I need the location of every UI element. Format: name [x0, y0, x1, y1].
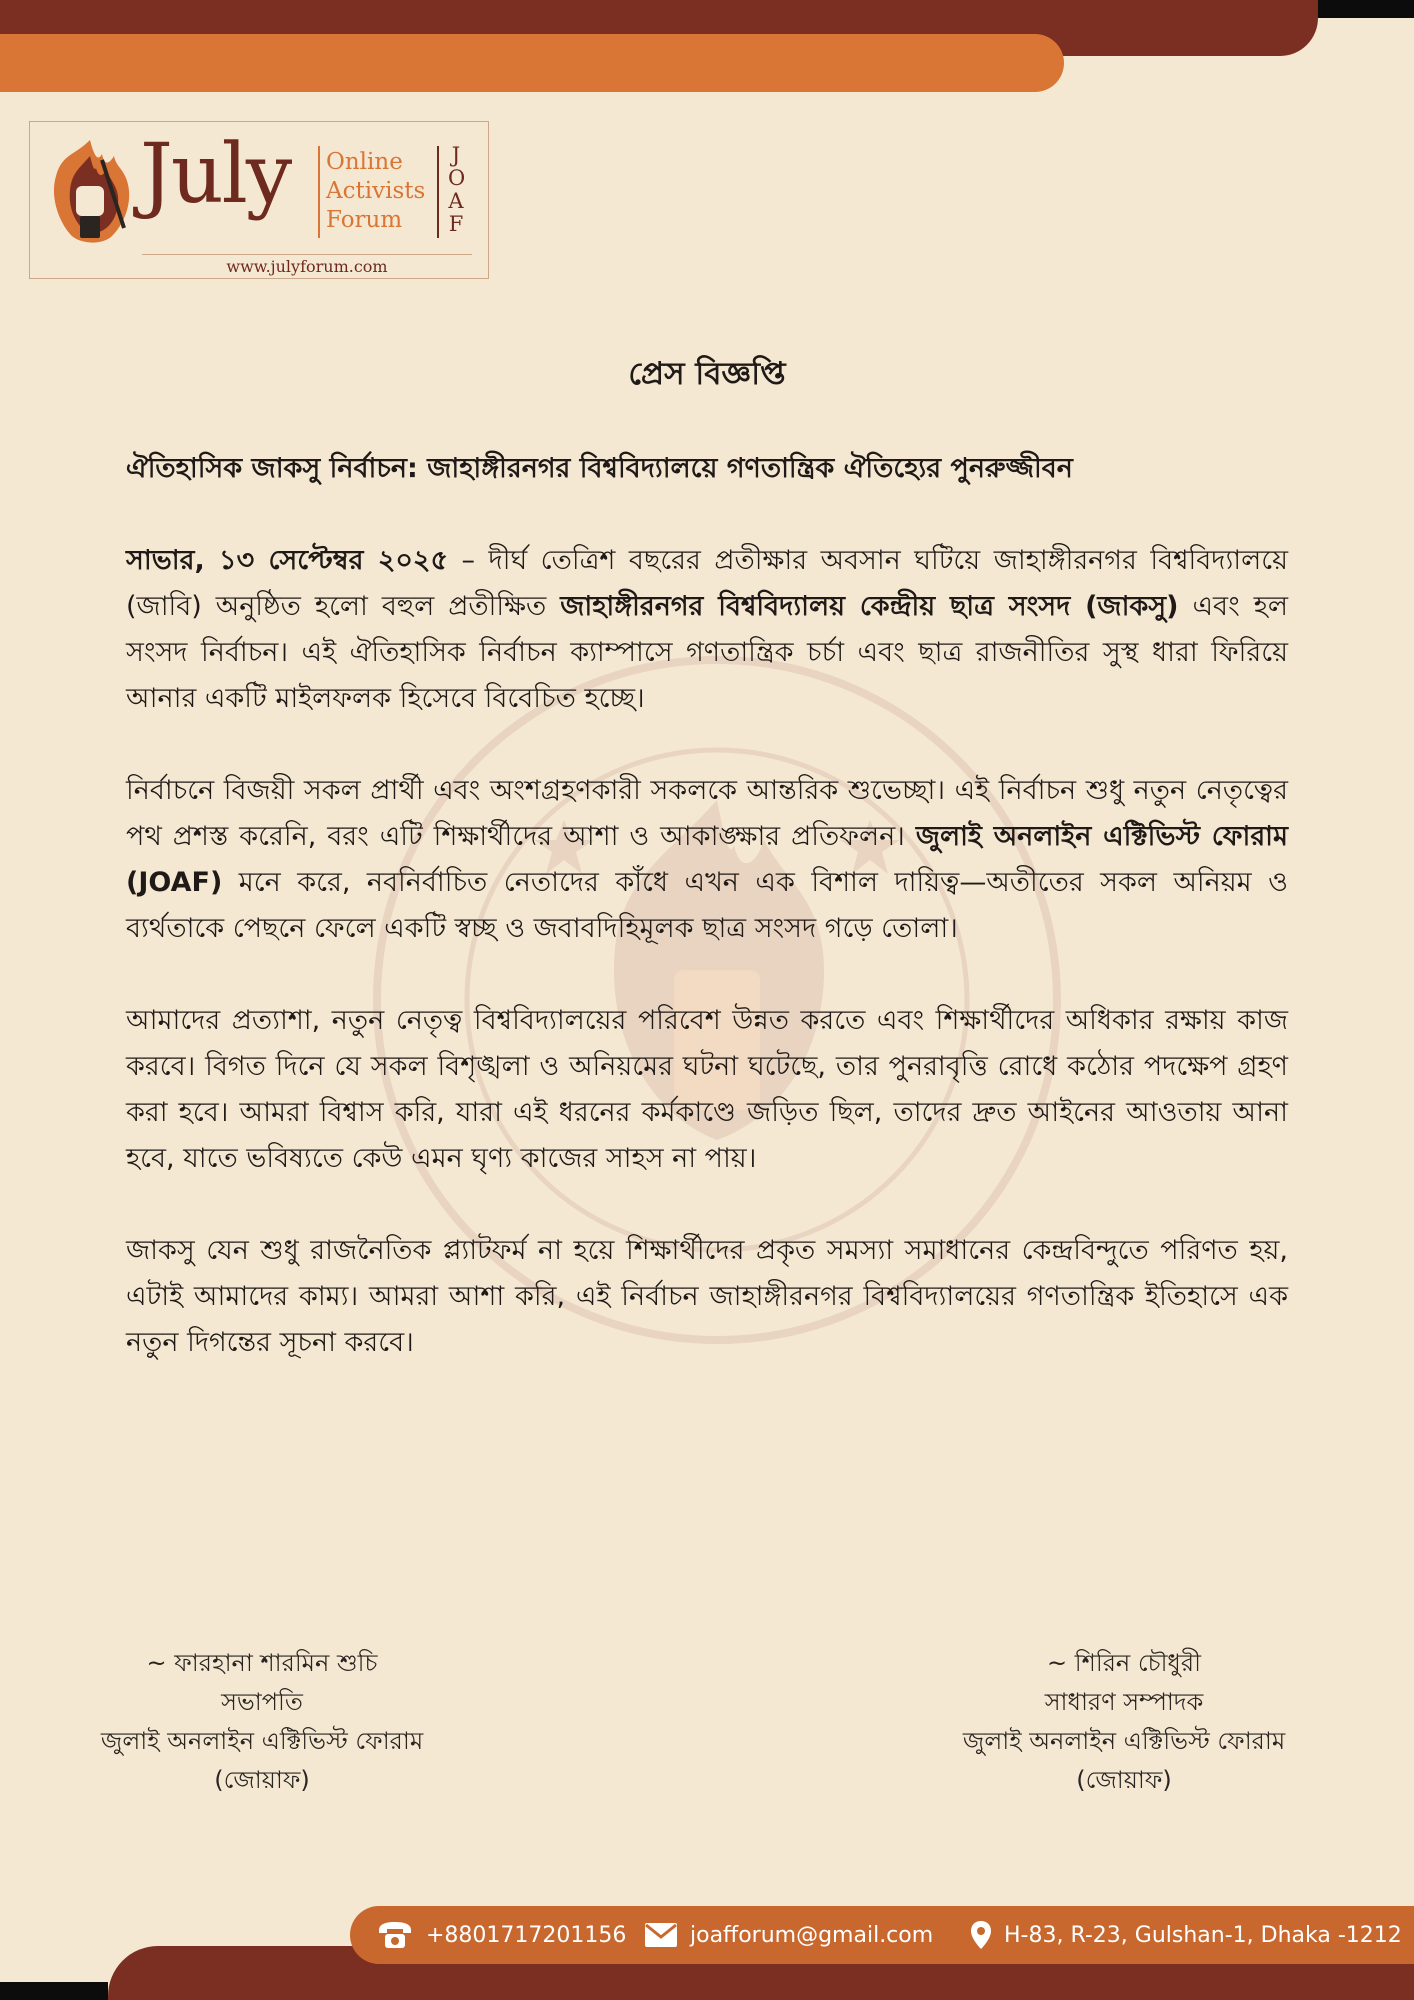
paragraph-1-text: – দীর্ঘ তেত্রিশ বছরের প্রতীক্ষার অবসান ঘটিয়ে জাহাঙ্গীরনগর বিশ্ববিদ্যালয়ে (জাবি) অনুষ্ঠিত হলো বহুল প্রতীক্ষিত — [126, 545, 1288, 622]
logo-forum-text — [326, 148, 425, 235]
signatory-org: জুলাই অনলাইন এক্টিভিস্ট ফোরাম — [100, 1727, 424, 1755]
logo-acronym-letter: J — [451, 143, 461, 167]
paragraph-2-text: মনে করে, নবনির্বাচিত নেতাদের কাঁধে এখন এক বিশাল দায়িত্ব—অতীতের সকল অনিয়ম ও ব্যর্থতাকে পেছনে ফেলে একটি স্বচ্ছ ও জবাবদিহিমূলক ছাত্র সংসদ গড়ে তোলা। — [126, 867, 1288, 944]
paragraph-2-text: নির্বাচনে বিজয়ী সকল প্রার্থী এবং অংশগ্রহণকারী সকলকে আন্তরিক শুভেচ্ছা। এই নির্বাচন শুধু নতুন নেতৃত্বের পথ প্রশস্ত করেনি, বরং এটি শিক্ষার্থীদের আশা ও আকাঙ্ক্ষার প্রতিফলন। — [126, 775, 1288, 852]
press-release-title: প্রেস বিজ্ঞপ্তি — [628, 356, 786, 392]
paragraph-1-text: এবং হল সংসদ নির্বাচন। এই ঐতিহাসিক নির্বাচন ক্যাম্পাসে গণতান্ত্রিক চর্চা এবং ছাত্র রাজনীতির সুস্থ ধারা ফিরিয়ে আনার একটি মাইলফলক হিসেবে বিবেচিত হচ্ছে। — [126, 591, 1288, 714]
footer-email-text: joafforum@gmail.com — [690, 1922, 934, 1948]
footer-address[interactable] — [970, 1906, 1402, 1964]
logo-rule — [142, 254, 472, 255]
logo-wordmark: July — [140, 127, 291, 222]
paragraph-1-emphasis: জাহাঙ্গীরনগর বিশ্ববিদ্যালয় কেন্দ্রীয় ছাত্র সংসদ (জাকসু) — [560, 591, 1179, 622]
footer-phone-text: +8801717201156 — [426, 1922, 627, 1948]
signatory-org-short: (জোয়াফ) — [214, 1766, 310, 1794]
paragraph-4: জাকসু যেন শুধু রাজনৈতিক প্ল্যাটফর্ম না হয়ে শিক্ষার্থীদের প্রকৃত সমস্যা সমাধানের কেন্দ্রবিন্দুতে পরিণত হয়, এটাই আমাদের কাম্য। আমরা আশা করি, এই নির্বাচন জাহাঙ্গীরনগর বিশ্ববিদ্যালয়ের গণতান্ত্রিক ইতিহাসে এক নতুন দিগন্তের সূচনা করবে। — [126, 1235, 1288, 1358]
paragraph-1 — [126, 538, 1288, 722]
press-release-headline: ঐতিহাসিক জাকসু নির্বাচন: জাহাঙ্গীরনগর বিশ্ববিদ্যালয়ে গণতান্ত্রিক ঐতিহ্যের পুনরুজ্জীবন — [126, 453, 1073, 484]
dateline: সাভার, ১৩ সেপ্টেম্বর ২০২৫ — [126, 545, 449, 576]
logo-forum-line: Forum — [326, 207, 403, 233]
header-band-orange — [0, 34, 1064, 92]
forum-logo — [29, 121, 489, 279]
logo-acronym-letter: O — [448, 166, 466, 190]
logo-acronym-letter: A — [448, 189, 464, 213]
logo-forum-line: Online — [326, 149, 403, 175]
footer-contact-bar — [350, 1906, 1414, 1964]
location-pin-icon — [970, 1920, 992, 1950]
paragraph-2-emphasis: জুলাই অনলাইন এক্টিভিস্ট ফোরাম (JOAF) — [126, 821, 1288, 898]
press-release-body — [126, 446, 1288, 1412]
signatory-org: জুলাই অনলাইন এক্টিভিস্ট ফোরাম — [962, 1727, 1286, 1755]
header-corner-black — [1318, 0, 1414, 18]
signatory-role: সভাপতি — [221, 1688, 303, 1716]
phone-icon — [376, 1920, 414, 1950]
signatory-role: সাধারণ সম্পাদক — [1044, 1688, 1204, 1716]
logo-website: www.julyforum.com — [226, 257, 388, 276]
signature-block-president — [32, 1644, 492, 1800]
logo-acronym-letter: F — [448, 212, 464, 236]
fist-flame-emblem-icon — [44, 136, 136, 252]
signatory-name: ~ ফারহানা শারমিন শুচি — [146, 1649, 378, 1677]
signature-block-secretary — [894, 1644, 1354, 1800]
logo-acronym — [448, 144, 464, 236]
signatory-name: ~ শিরিন চৌধুরী — [1047, 1649, 1201, 1677]
footer-corner-black — [0, 1982, 108, 2000]
mail-icon — [644, 1922, 678, 1948]
logo-divider — [318, 146, 320, 238]
signatory-org-short: (জোয়াফ) — [1076, 1766, 1172, 1794]
logo-forum-line: Activists — [326, 178, 426, 204]
paragraph-2 — [126, 768, 1288, 952]
footer-address-text: H-83, R-23, Gulshan-1, Dhaka -1212 — [1004, 1922, 1402, 1948]
footer-email[interactable] — [644, 1906, 933, 1964]
logo-divider — [437, 146, 439, 238]
footer-phone[interactable] — [376, 1906, 626, 1964]
paragraph-3: আমাদের প্রত্যাশা, নতুন নেতৃত্ব বিশ্ববিদ্যালয়ের পরিবেশ উন্নত করতে এবং শিক্ষার্থীদের অধিকার রক্ষায় কাজ করবে। বিগত দিনে যে সকল বিশৃঙ্খলা ও অনিয়মের ঘটনা ঘটেছে, তার পুনরাবৃত্তি রোধে কঠোর পদক্ষেপ গ্রহণ করা হবে। আমরা বিশ্বাস করি, যারা এই ধরনের কর্মকাণ্ডে জড়িত ছিল, তাদের দ্রুত আইনের আওতায় আনা হবে, যাতে ভবিষ্যতে কেউ এমন ঘৃণ্য কাজের সাহস না পায়। — [126, 1005, 1288, 1174]
